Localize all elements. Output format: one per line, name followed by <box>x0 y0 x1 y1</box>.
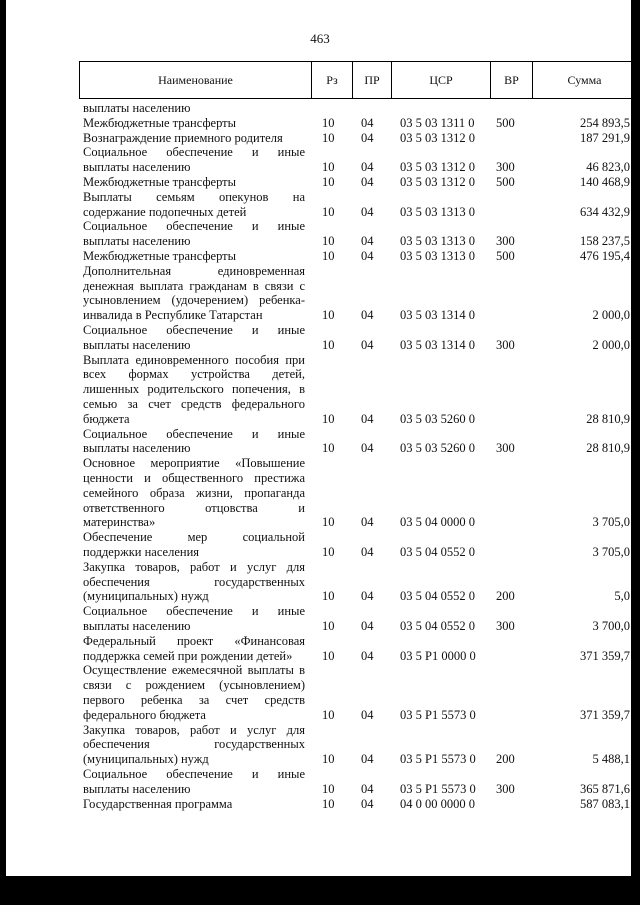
row-pr: 04 <box>361 411 374 426</box>
row-name <box>83 663 305 722</box>
table-row <box>0 663 640 722</box>
row-name-line: выплаты населению <box>83 441 191 456</box>
row-name-line: Социальное обеспечение и иные <box>83 145 305 160</box>
row-name-line: Закупка товаров, работ и услуг для <box>83 559 305 574</box>
row-csr: 03 5 04 0552 0 <box>400 589 475 604</box>
row-csr: 03 5 03 1313 0 <box>400 234 475 249</box>
row-name-line: лишенных родительского попечения, в <box>83 382 305 397</box>
table-row <box>0 530 640 560</box>
row-name-line: Дополнительная единовременная <box>83 263 305 278</box>
row-csr: 03 5 03 1313 0 <box>400 204 475 219</box>
row-rz: 10 <box>322 160 335 175</box>
table-row <box>0 723 640 767</box>
row-name-line: выплаты населению <box>83 337 191 352</box>
row-vr: 200 <box>496 589 515 604</box>
row-sum: 5,0 <box>614 589 630 604</box>
row-name-line: семью за счет средств федерального <box>83 396 305 411</box>
header-csr: ЦСР <box>429 73 453 87</box>
row-name <box>83 323 305 353</box>
row-rz: 10 <box>322 441 335 456</box>
row-name-line: денежная выплата гражданам в связи с <box>83 278 305 293</box>
row-pr: 04 <box>361 796 374 811</box>
row-sum: 28 810,9 <box>586 441 630 456</box>
row-vr: 200 <box>496 752 515 767</box>
row-pr: 04 <box>361 130 374 145</box>
table-row <box>0 264 640 323</box>
row-pr: 04 <box>361 337 374 352</box>
row-name-line: Социальное обеспечение и иные <box>83 323 305 337</box>
row-rz: 10 <box>322 544 335 559</box>
row-csr: 03 5 03 1313 0 <box>400 249 475 263</box>
table-row <box>0 456 640 530</box>
row-pr: 04 <box>361 781 374 796</box>
row-name-line: Социальное обеспечение и иные <box>83 604 305 619</box>
row-sum: 3 705,0 <box>592 544 630 559</box>
row-name-line: ответственного отцовства и <box>83 500 305 515</box>
row-pr: 04 <box>361 308 374 323</box>
row-csr: 03 5 04 0552 0 <box>400 618 475 633</box>
row-sum: 476 195,4 <box>580 249 630 263</box>
row-name-line: выплаты населению <box>83 781 191 796</box>
row-sum: 254 893,5 <box>580 115 630 130</box>
row-name-line: выплаты населению <box>83 618 191 633</box>
row-sum: 365 871,6 <box>580 781 630 796</box>
row-name-line: инвалида в Республике Татарстан <box>83 308 263 323</box>
row-name <box>83 101 305 116</box>
header-name: Наименование <box>158 73 233 87</box>
table-row <box>0 145 640 175</box>
row-name-line: Выплаты семьям опекунов на <box>83 189 305 204</box>
table-row <box>0 634 640 664</box>
row-rz: 10 <box>322 308 335 323</box>
row-name-line: поддержки населения <box>83 544 200 559</box>
table-row <box>0 797 640 812</box>
table-row <box>0 249 640 264</box>
row-csr: 03 5 P1 5573 0 <box>400 781 476 796</box>
row-name <box>83 767 305 797</box>
row-name <box>83 219 305 249</box>
row-csr: 03 5 04 0000 0 <box>400 515 475 530</box>
row-name <box>83 560 305 604</box>
row-name <box>83 145 305 175</box>
row-vr: 300 <box>496 234 515 249</box>
row-csr: 03 5 P1 5573 0 <box>400 707 476 722</box>
row-pr: 04 <box>361 204 374 219</box>
table-row <box>0 116 640 131</box>
row-vr: 300 <box>496 337 515 352</box>
header-rz: Рз <box>326 73 338 87</box>
row-csr: 03 5 03 1314 0 <box>400 337 475 352</box>
row-name-line: всех формах устройства детей, <box>83 367 305 382</box>
table-row <box>0 175 640 190</box>
row-sum: 5 488,1 <box>592 752 630 767</box>
row-name-line: Межбюджетные трансферты <box>83 175 237 189</box>
row-name <box>83 116 305 131</box>
row-rz: 10 <box>322 752 335 767</box>
row-name-line: Социальное обеспечение и иные <box>83 426 305 441</box>
row-rz: 10 <box>322 781 335 796</box>
row-rz: 10 <box>322 589 335 604</box>
row-sum: 587 083,1 <box>580 796 630 811</box>
row-rz: 10 <box>322 249 335 263</box>
row-rz: 10 <box>322 796 335 811</box>
table-row <box>0 353 640 427</box>
row-name-line: Выплата единовременного пособия при <box>83 352 305 367</box>
row-sum: 187 291,9 <box>580 130 630 145</box>
row-pr: 04 <box>361 160 374 175</box>
row-pr: 04 <box>361 234 374 249</box>
table-row <box>0 131 640 146</box>
row-name <box>83 131 305 146</box>
table-row <box>0 101 640 116</box>
row-name-line: Государственная программа <box>83 796 233 811</box>
row-rz: 10 <box>322 707 335 722</box>
row-rz: 10 <box>322 411 335 426</box>
row-vr: 300 <box>496 781 515 796</box>
row-name-line: семейного образа жизни, пропаганда <box>83 485 305 500</box>
row-sum: 3 700,0 <box>592 618 630 633</box>
table-row <box>0 604 640 634</box>
row-pr: 04 <box>361 175 374 189</box>
row-name <box>83 353 305 427</box>
row-name-line: федерального бюджета <box>83 707 206 722</box>
row-name-line: Социальное обеспечение и иные <box>83 767 305 781</box>
table-row <box>0 323 640 353</box>
row-csr: 03 5 P1 0000 0 <box>400 648 476 663</box>
row-pr: 04 <box>361 115 374 130</box>
row-name-line: Социальное обеспечение и иные <box>83 219 305 234</box>
row-name-line: материнства» <box>83 515 156 530</box>
row-csr: 03 5 04 0552 0 <box>400 544 475 559</box>
row-pr: 04 <box>361 249 374 263</box>
row-name-line: Вознаграждение приемного родителя <box>83 130 283 145</box>
page-number: 463 <box>310 31 330 46</box>
table-row <box>0 219 640 249</box>
row-name-line: Федеральный проект «Финансовая <box>83 633 305 648</box>
row-sum: 3 705,0 <box>592 515 630 530</box>
row-name <box>83 456 305 530</box>
row-name-line: бюджета <box>83 411 130 426</box>
row-rz: 10 <box>322 130 335 145</box>
row-vr: 500 <box>496 249 515 263</box>
row-name <box>83 530 305 560</box>
row-sum: 371 359,7 <box>580 648 630 663</box>
header-vr: ВР <box>504 73 519 87</box>
row-sum: 28 810,9 <box>586 411 630 426</box>
scan-edge-bottom <box>0 876 640 905</box>
row-rz: 10 <box>322 115 335 130</box>
row-name-line: первого ребенка за счет средств <box>83 692 305 707</box>
row-pr: 04 <box>361 441 374 456</box>
row-name-line: усыновлением (удочерением) ребенка- <box>83 293 305 308</box>
row-csr: 03 5 03 1312 0 <box>400 175 475 189</box>
row-name <box>83 264 305 323</box>
row-pr: 04 <box>361 544 374 559</box>
row-name-line: содержание подопечных детей <box>83 204 247 219</box>
row-sum: 371 359,7 <box>580 707 630 722</box>
row-name <box>83 190 305 220</box>
row-vr: 300 <box>496 441 515 456</box>
row-name <box>83 427 305 457</box>
row-name-line: Основное мероприятие «Повышение <box>83 456 305 471</box>
row-vr: 500 <box>496 175 515 189</box>
table-row <box>0 427 640 457</box>
row-name-line: Закупка товаров, работ и услуг для <box>83 722 305 737</box>
row-rz: 10 <box>322 204 335 219</box>
row-pr: 04 <box>361 752 374 767</box>
table-row <box>0 767 640 797</box>
row-pr: 04 <box>361 589 374 604</box>
table-header <box>79 61 637 99</box>
row-csr: 03 5 03 5260 0 <box>400 441 475 456</box>
row-sum: 634 432,9 <box>580 204 630 219</box>
row-name <box>83 723 305 767</box>
header-sum: Сумма <box>567 73 602 87</box>
row-csr: 03 5 03 1311 0 <box>400 115 475 130</box>
row-pr: 04 <box>361 707 374 722</box>
row-vr: 300 <box>496 618 515 633</box>
row-rz: 10 <box>322 234 335 249</box>
row-name-line: ценности и общественного престижа <box>83 470 305 485</box>
row-name-line: выплаты населению <box>83 234 191 249</box>
row-sum: 158 237,5 <box>580 234 630 249</box>
row-name-line: (муниципальных) нужд <box>83 589 209 604</box>
row-rz: 10 <box>322 648 335 663</box>
row-csr: 03 5 03 1312 0 <box>400 160 475 175</box>
row-name-line: Межбюджетные трансферты <box>83 115 237 130</box>
row-name-line: выплаты населению <box>83 160 191 175</box>
row-sum: 46 823,0 <box>586 160 630 175</box>
table-row <box>0 560 640 604</box>
row-rz: 10 <box>322 515 335 530</box>
row-name-line: (муниципальных) нужд <box>83 752 209 767</box>
row-vr: 300 <box>496 160 515 175</box>
row-name-line: поддержка семей при рождении детей» <box>83 648 293 663</box>
row-sum: 2 000,0 <box>592 337 630 352</box>
row-name-line: Осуществление ежемесячной выплаты в <box>83 663 305 678</box>
row-pr: 04 <box>361 515 374 530</box>
row-csr: 03 5 03 1312 0 <box>400 130 475 145</box>
row-rz: 10 <box>322 618 335 633</box>
row-sum: 140 468,9 <box>580 175 630 189</box>
row-name-line: выплаты населению <box>83 101 191 115</box>
row-name-line: обеспечения государственных <box>83 737 305 752</box>
row-name <box>83 175 305 190</box>
row-pr: 04 <box>361 648 374 663</box>
table-row <box>0 190 640 220</box>
row-csr: 04 0 00 0000 0 <box>400 796 475 811</box>
row-name-line: обеспечения государственных <box>83 574 305 589</box>
row-name-line: Межбюджетные трансферты <box>83 249 237 263</box>
header-pr: ПР <box>364 73 380 87</box>
row-name-line: связи с рождением (усыновлением) <box>83 678 305 693</box>
row-name <box>83 797 305 812</box>
row-name <box>83 604 305 634</box>
row-csr: 03 5 03 5260 0 <box>400 411 475 426</box>
row-rz: 10 <box>322 175 335 189</box>
row-vr: 500 <box>496 115 515 130</box>
row-csr: 03 5 P1 5573 0 <box>400 752 476 767</box>
row-csr: 03 5 03 1314 0 <box>400 308 475 323</box>
row-name <box>83 249 305 264</box>
row-name-line: Обеспечение мер социальной <box>83 530 305 545</box>
row-rz: 10 <box>322 337 335 352</box>
row-sum: 2 000,0 <box>592 308 630 323</box>
row-name <box>83 634 305 664</box>
row-pr: 04 <box>361 618 374 633</box>
